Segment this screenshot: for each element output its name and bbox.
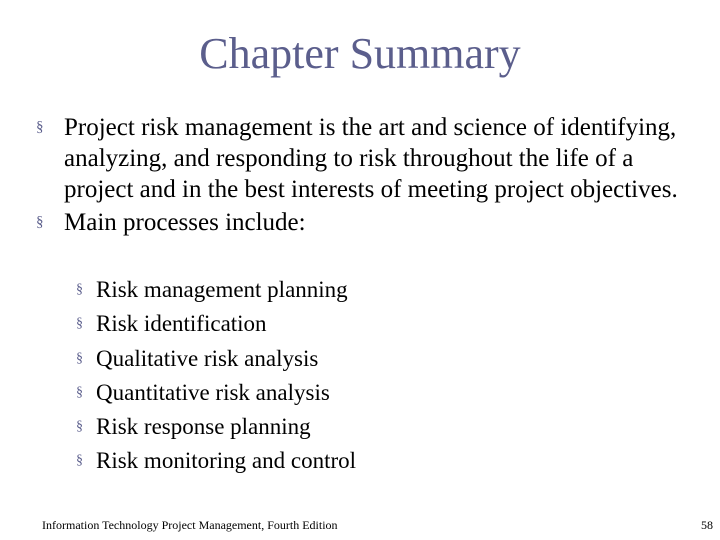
bullet-item <box>36 207 696 238</box>
sub-bullet-item <box>76 307 676 341</box>
bullet-text: Project risk management is the art and science of identifying, analyzing, and responding to risk throughout the life of a project and in the best interests of meeting project objectives. <box>64 114 678 203</box>
sub-bullet-item <box>76 342 676 376</box>
sub-bullet-item <box>76 444 676 478</box>
page-number: 58 <box>701 518 713 532</box>
bullet-marker-icon: § <box>76 316 83 332</box>
sub-bullet-item <box>76 376 676 410</box>
sub-bullet-text: Risk response planning <box>96 414 311 440</box>
slide-title: Chapter Summary <box>199 29 521 78</box>
sub-bullet-item <box>76 410 676 444</box>
bullet-marker-icon: § <box>36 119 44 135</box>
bullet-marker-icon: § <box>36 214 44 230</box>
bullet-marker-icon: § <box>76 384 83 400</box>
footer-text: Information Technology Project Management, Fourth Edition <box>42 518 338 532</box>
bullet-list <box>36 112 696 240</box>
bullet-marker-icon: § <box>76 282 83 297</box>
sub-bullet-text: Quantitative risk analysis <box>96 379 330 405</box>
bullet-text: Main processes include: <box>64 209 306 236</box>
sub-bullet-text: Risk monitoring and control <box>96 448 357 474</box>
bullet-marker-icon: § <box>76 350 83 366</box>
bullet-marker-icon: § <box>76 453 83 469</box>
sub-bullet-text: Risk identification <box>96 311 267 337</box>
sub-bullet-list <box>76 273 676 479</box>
sub-bullet-text: Qualitative risk analysis <box>96 345 319 371</box>
sub-bullet-text: Risk management planning <box>96 277 348 302</box>
bullet-item <box>36 112 696 205</box>
sub-bullet-item <box>76 273 676 307</box>
bullet-marker-icon: § <box>76 419 83 435</box>
